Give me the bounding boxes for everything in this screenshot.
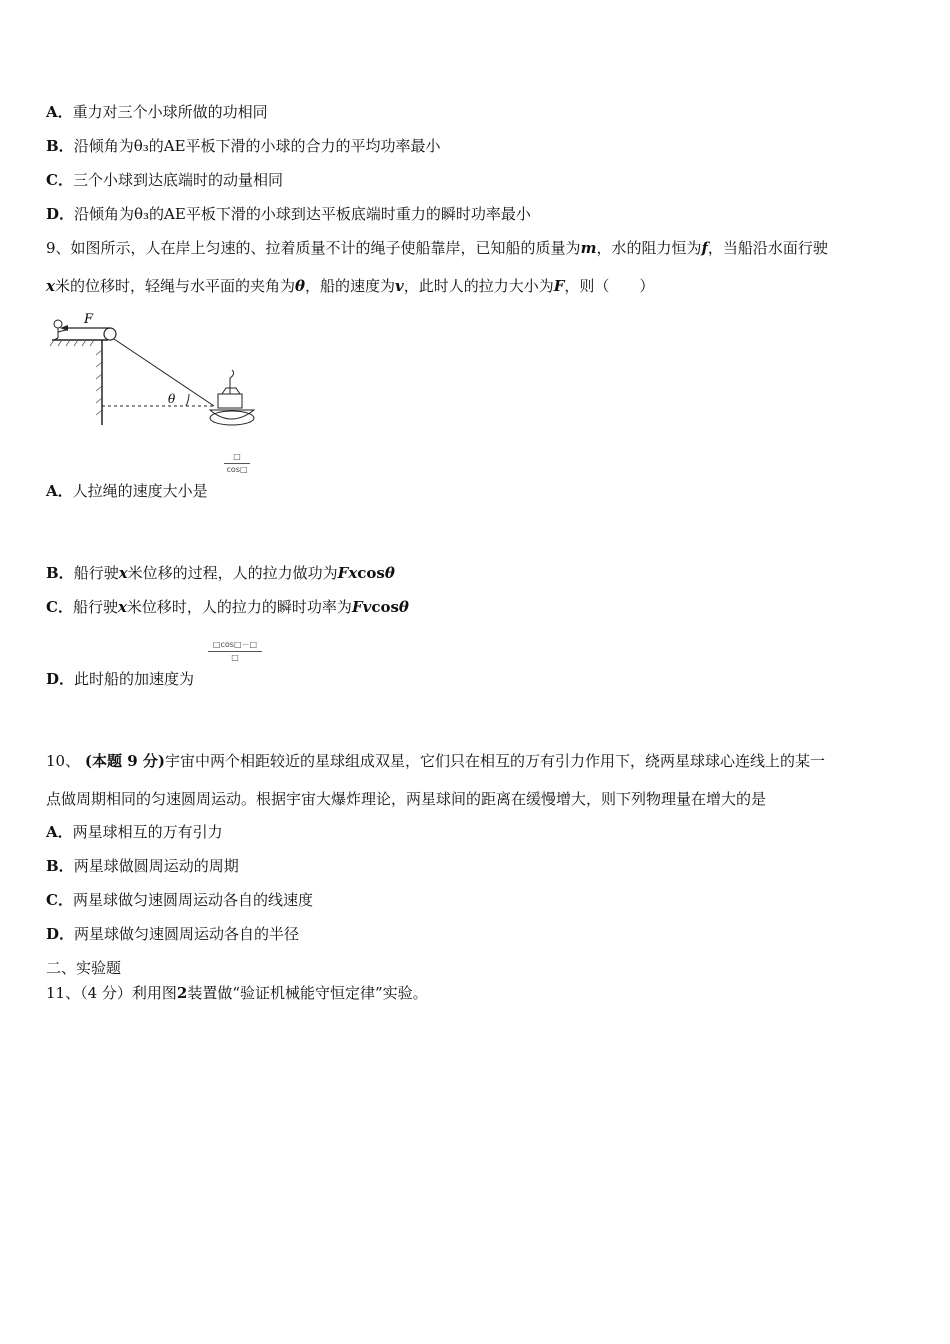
q9-option-d-fraction xyxy=(208,640,262,663)
expr-Fx: Fx xyxy=(337,564,358,582)
var-m: m xyxy=(580,239,597,257)
var-v: v xyxy=(395,277,404,295)
q10-option-d xyxy=(46,924,299,944)
force-label: F xyxy=(84,312,94,327)
option-text: 人拉绳的速度大小是 xyxy=(72,482,208,500)
q10-stem-line1 xyxy=(46,751,825,771)
q10-option-b xyxy=(46,856,239,876)
stem-text: 11、（4 分）利用图 xyxy=(46,984,177,1002)
option-label: B． xyxy=(46,137,74,155)
var-x: x xyxy=(117,598,127,616)
bank-hatch-top xyxy=(50,340,94,346)
stem-text: ，水的阻力恒为 xyxy=(596,239,702,257)
option-text: 两星球做匀速圆周运动各自的半径 xyxy=(74,925,300,943)
q9-option-c xyxy=(46,597,409,617)
option-text: 两星球相互的万有引力 xyxy=(72,823,223,841)
boat-icon xyxy=(210,370,254,425)
stem-text: ，当船沿水面行驶 xyxy=(707,239,828,257)
q9-stem-line1 xyxy=(46,238,828,258)
figure-number: 2 xyxy=(176,984,188,1002)
q10-option-c xyxy=(46,890,313,910)
var-theta: θ xyxy=(398,598,409,616)
question-points: (本题 9 分) xyxy=(84,752,165,770)
q9-option-b xyxy=(46,563,395,583)
q11-stem xyxy=(46,983,428,1003)
var-F: F xyxy=(553,277,565,295)
q8-option-d xyxy=(46,204,531,224)
option-label: B． xyxy=(46,564,74,582)
option-text: 两星球做圆周运动的周期 xyxy=(73,857,239,875)
option-label: D． xyxy=(46,925,75,943)
option-label: D． xyxy=(46,205,75,223)
question-number: 10、 xyxy=(46,752,81,770)
stem-text: ，则（ ） xyxy=(564,277,655,295)
section-title xyxy=(46,958,121,978)
option-text: 沿倾角为θ₃的AE平板下滑的小球的合力的平均功率最小 xyxy=(73,137,441,155)
angle-label: θ xyxy=(168,392,176,406)
stem-text: 9、如图所示，人在岸上匀速的、拉着质量不计的绳子使船靠岸，已知船的质量为 xyxy=(46,239,581,257)
q9-stem-line2 xyxy=(46,276,654,296)
q9-option-a-fraction xyxy=(224,452,250,475)
fraction-bar xyxy=(208,651,262,652)
stem-text: 点做周期相同的匀速圆周运动。根据宇宙大爆炸理论，两星球间的距离在缓慢增大，则下列物理量在增大的是 xyxy=(46,790,767,808)
option-label: C． xyxy=(46,891,73,909)
var-theta: θ xyxy=(384,564,395,582)
fraction-bar xyxy=(224,463,250,464)
q8-option-b xyxy=(46,136,441,156)
option-text: 米位移的过程，人的拉力做功为 xyxy=(127,564,338,582)
var-x: x xyxy=(118,564,128,582)
option-text: 两星球做匀速圆周运动各自的线速度 xyxy=(72,891,313,909)
option-text: 米位移时，人的拉力的瞬时功率为 xyxy=(126,598,352,616)
option-label: A． xyxy=(46,103,73,121)
var-theta: θ xyxy=(294,277,305,295)
stem-text: 装置做“验证机械能守恒定律”实验。 xyxy=(187,984,428,1002)
section-title-text: 二、实验题 xyxy=(46,959,122,977)
expr-cos: cos xyxy=(357,564,385,582)
boat-pulley-figure xyxy=(46,310,266,440)
option-text: 船行驶 xyxy=(73,564,119,582)
pulley-icon xyxy=(104,328,116,340)
option-text: 此时船的加速度为 xyxy=(74,670,195,688)
stem-text: 宇宙中两个相距较近的星球组成双星，它们只在相互的万有引力作用下，绕两星球球心连线上的某一 xyxy=(164,752,825,770)
stem-text: 米的位移时，轻绳与水平面的夹角为 xyxy=(54,277,295,295)
fraction-denominator: cos□ xyxy=(226,465,248,474)
option-label: C． xyxy=(46,171,73,189)
q8-option-c xyxy=(46,170,283,190)
q10-option-a xyxy=(46,822,223,842)
fraction-numerator: □cos□－□ xyxy=(212,640,258,649)
q8-option-a xyxy=(46,102,268,122)
rope xyxy=(114,339,214,406)
option-label: B． xyxy=(46,857,74,875)
stem-text: ，船的速度为 xyxy=(304,277,395,295)
var-f: f xyxy=(701,239,708,257)
stem-text: ，此时人的拉力大小为 xyxy=(403,277,554,295)
option-label: C． xyxy=(46,598,73,616)
angle-arc xyxy=(186,394,189,406)
expr-cos: cos xyxy=(371,598,399,616)
q9-option-d xyxy=(46,669,194,689)
fraction-denominator: □ xyxy=(231,653,239,662)
person-icon xyxy=(54,320,66,340)
option-label: A． xyxy=(46,823,73,841)
q9-option-a xyxy=(46,481,208,501)
option-text: 三个小球到达底端时的动量相同 xyxy=(72,171,283,189)
fraction-numerator: □ xyxy=(233,452,241,461)
option-text: 沿倾角为θ₃的AE平板下滑的小球到达平板底端时重力的瞬时功率最小 xyxy=(74,205,531,223)
bank-hatch-wall xyxy=(96,350,102,415)
var-x: x xyxy=(46,277,55,295)
option-text: 船行驶 xyxy=(72,598,118,616)
q10-stem-line2 xyxy=(46,789,766,809)
option-label: A． xyxy=(46,482,73,500)
option-text: 重力对三个小球所做的功相同 xyxy=(72,103,268,121)
expr-Fv: Fv xyxy=(351,598,372,616)
option-label: D． xyxy=(46,670,75,688)
